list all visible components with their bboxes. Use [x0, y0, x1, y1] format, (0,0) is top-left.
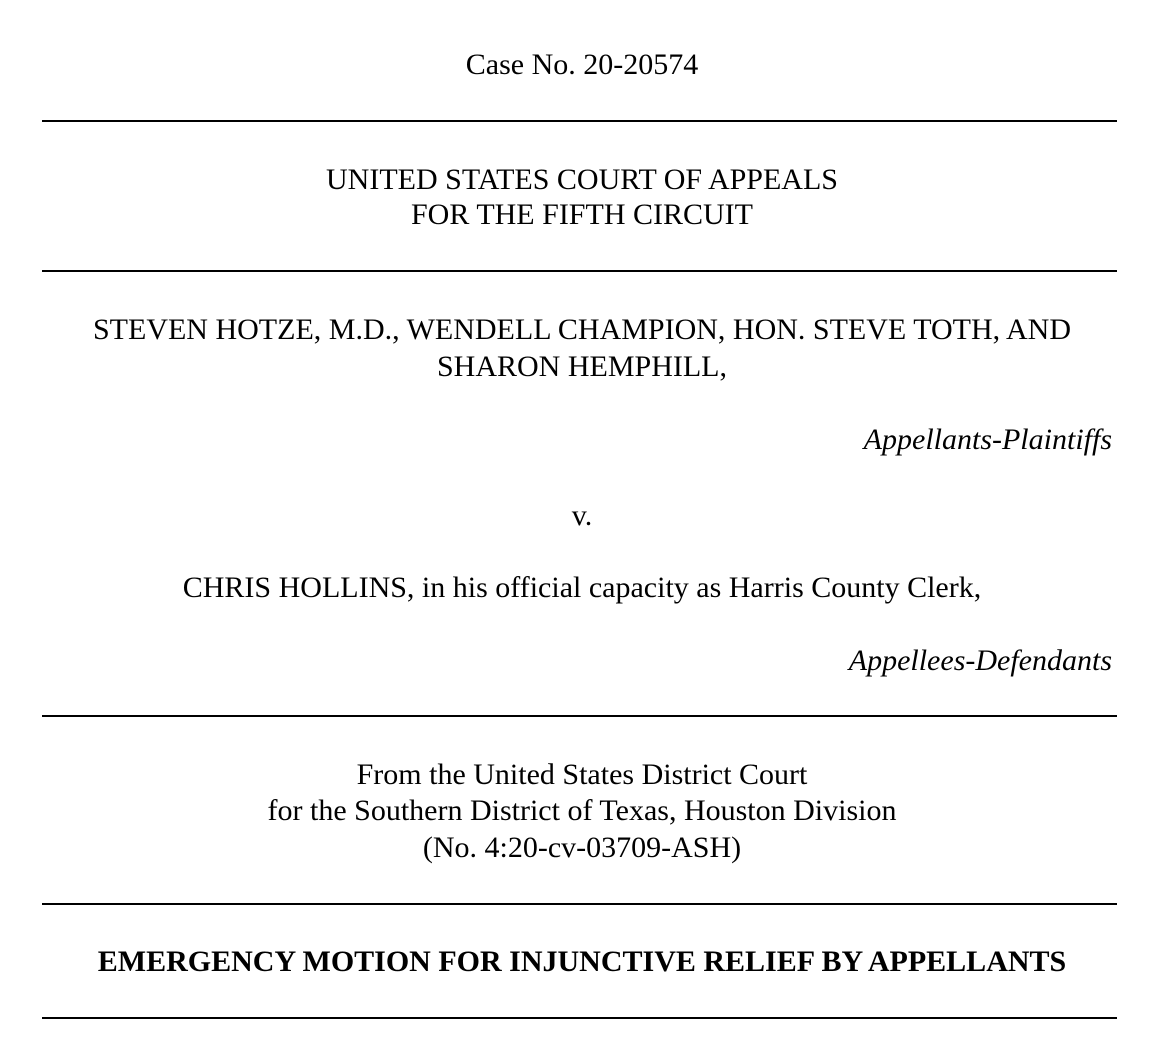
lower-court-line-1: From the United States District Court [356, 758, 808, 791]
case-number: Case No. 20-20574 [465, 48, 699, 81]
versus: v. [571, 499, 593, 532]
rule-5 [42, 1017, 1117, 1019]
appellants-line-1: STEVEN HOTZE, M.D., WENDELL CHAMPION, HON. STEVE TOTH, AND [92, 313, 1071, 346]
lower-court-docket: (No. 4:20-cv-03709-ASH) [422, 831, 742, 864]
motion-title: EMERGENCY MOTION FOR INJUNCTIVE RELIEF BY APPELLANTS [97, 945, 1067, 978]
rule-1 [42, 120, 1117, 122]
appellees-designation: Appellees-Defendants [848, 644, 1112, 677]
appellants-designation: Appellants-Plaintiffs [863, 423, 1112, 456]
rule-3 [42, 715, 1117, 717]
rule-4 [42, 903, 1117, 905]
rule-2 [42, 270, 1117, 272]
appellants-line-2: SHARON HEMPHILL, [436, 350, 727, 383]
appellees-line-1: CHRIS HOLLINS, in his official capacity as Harris County Clerk, [182, 571, 982, 604]
lower-court-line-2: for the Southern District of Texas, Houston Division [267, 794, 897, 827]
court-name-line-2: FOR THE FIFTH CIRCUIT [411, 198, 753, 231]
court-name-line-1: UNITED STATES COURT OF APPEALS [326, 163, 838, 196]
